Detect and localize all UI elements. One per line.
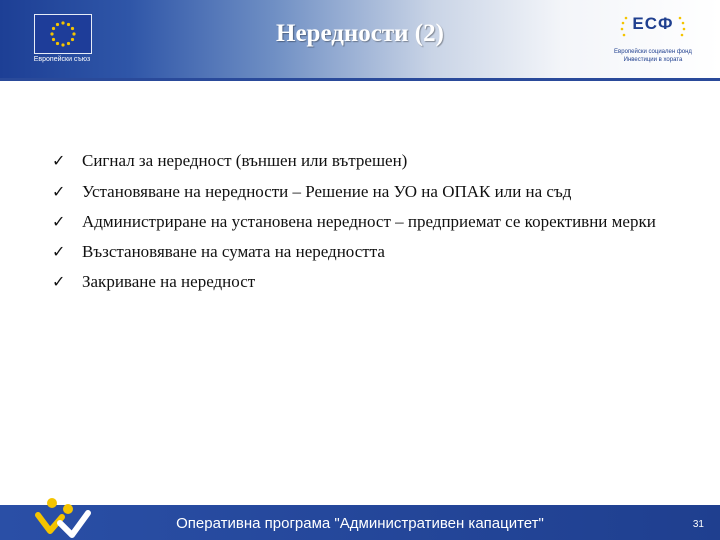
- esf-caption-line2: Инвестиции в хората: [623, 57, 683, 63]
- esf-caption-line1: Европейски социален фонд: [614, 49, 692, 55]
- esf-caption: [612, 48, 694, 64]
- esf-logo: [612, 12, 694, 68]
- list-item: [52, 211, 656, 232]
- checkmark-icon: ✓: [52, 151, 66, 170]
- list-item-text: Установяване на нередности – Решение на УО на ОПАК или на съд: [82, 182, 572, 201]
- list-item: [52, 150, 656, 171]
- list-item-text: Закриване на нередност: [82, 272, 256, 291]
- checkmark-icon: ✓: [52, 242, 66, 261]
- checkmark-icon: ✓: [52, 272, 66, 291]
- header-banner: [0, 0, 720, 78]
- list-item-text: Администриране на установена нередност – предприемат се корективни мерки: [82, 212, 656, 231]
- bullet-list: [52, 150, 656, 292]
- page-number: 31: [692, 519, 704, 530]
- header-divider: [0, 78, 720, 81]
- list-item: [52, 241, 656, 262]
- esf-acronym: ЕСФ: [632, 14, 674, 33]
- eu-caption: Европейски съюз: [33, 56, 91, 63]
- checkmark-icon: ✓: [52, 182, 66, 201]
- program-name: Оперативна програма "Административен капацитет": [176, 515, 544, 532]
- checkmark-icon: ✓: [52, 212, 66, 231]
- footer-banner: [0, 505, 720, 540]
- page-title: Нередности (2): [276, 20, 444, 47]
- list-item-text: Възстановяване на сумата на нередността: [82, 242, 385, 261]
- list-item: [52, 271, 656, 292]
- list-item: [52, 181, 656, 202]
- list-item-text: Сигнал за нередност (външен или вътрешен): [82, 151, 408, 170]
